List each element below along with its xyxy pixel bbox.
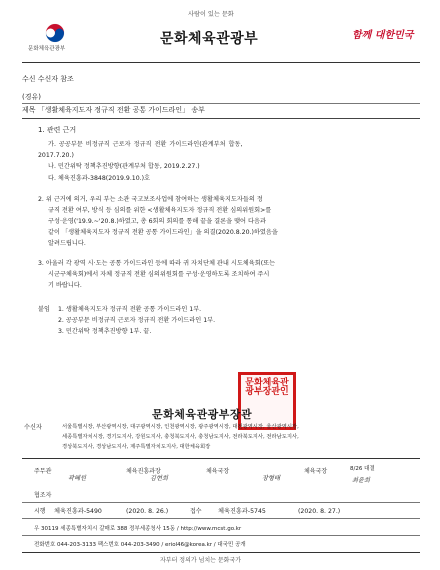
section2-line3: 구성·운영('19.9.~'20.8.)하였고, 총 6회의 회의를 통해 끝을 결론을 맺어 다음과 [48, 218, 266, 225]
address-line: 우 30119 세종특별자치시 갈매로 388 정부세종청사 15동 / http://www.mcst.go.kr [34, 526, 242, 532]
approver-name-3: 장형태 [262, 475, 280, 482]
attachment-item-1: 1. 생활체육지도자 정규직 전환 공통 가이드라인 1부. [58, 306, 202, 313]
enforcement-label: 시행 [34, 508, 46, 515]
address-bottom-line [22, 535, 420, 536]
subject-line: 제목 「생활체육지도자 정규직 전환 공통 가이드라인」 송부 [22, 106, 205, 114]
section2-line4: 같이 「생활체육지도자 정규직 전환 공통 가이드라인」을 의결(2020.8.20.)하였음을 [48, 229, 278, 236]
receipt-date: (2020. 8. 27.) [298, 508, 341, 515]
distribution-label: 수신자 [24, 424, 42, 431]
subject-top-line [22, 103, 420, 104]
attachment-item-3: 3. 민간위탁 정책추진방향 1부. 끝. [58, 328, 152, 335]
header-divider [22, 62, 420, 63]
section3-line3: 기 바랍니다. [48, 282, 82, 289]
seal-inner-text: 문화체육관광부장관인 [245, 378, 289, 398]
distribution-line3: 경상북도지사, 경상남도지사, 제주특별자치도지사, 대한체육회장 [62, 444, 211, 450]
section3-line2: 시군구체육회)에서 자체 정규직 전환 심의위원회를 구성·운영하도록 조치하여 주시 [48, 271, 270, 278]
official-seal [238, 372, 296, 430]
section1-title: 1. 관련 근거 [38, 126, 77, 134]
attachment-item-2: 2. 공공부문 비정규직 근로자 정규직 전환 가이드라인 1부. [58, 317, 216, 324]
recipient-line: 수신 수신자 참조 [22, 75, 74, 83]
brand-mark-text: 함께 대한민국 [352, 30, 414, 41]
subject-bottom-line [22, 118, 420, 119]
enforcement-value: 체육진흥과-5490 [54, 508, 102, 515]
section1-item-b: 나. 민간위탁 정책추진방향(관계부처 합동, 2019.2.27.) [48, 163, 200, 170]
approver-title-4: 체육국장 [304, 468, 328, 475]
section3-line1: 3. 아울러 각 광역 시·도는 공통 가이드라인 등에 따라 귀 자치단체 관내 시도체육회(또는 [38, 260, 276, 267]
sender-title: 문화체육관광부장관 [152, 408, 253, 421]
bottom-slogan: 자부터 정의가 넘치는 문화국가 [160, 557, 242, 564]
approver-name-1: 곽혜원 [68, 475, 86, 482]
approval-top-line [22, 458, 420, 459]
via-line: (경유) [22, 93, 41, 101]
approver-name-2: 김현희 [150, 475, 168, 482]
contact-bottom-line [22, 552, 420, 553]
receipt-label: 접수 [190, 508, 202, 515]
contact-line: 전화번호 044-203-3133 팩스번호 044-203-3490 / eriol46@korea.kr / 대국민 공개 [34, 542, 246, 548]
enforcement-date: (2020. 8. 26.) [126, 508, 169, 515]
enforcement-bottom-line [22, 518, 420, 519]
section2-line1: 2. 위 근거에 의거, 우리 부는 소관 국고보조사업에 참여하는 생활체육지도자들의 정 [38, 196, 263, 203]
brand-mark [352, 22, 412, 62]
section1-item-a: 가. 공공부문 비정규직 근로자 정규직 전환 가이드라인(관계부처 합동, [48, 141, 243, 148]
distribution-line1: 서울특별시장, 부산광역시장, 대구광역시장, 인천광역시장, 광주광역시장, 대전광역시장, 울산광역시장, [62, 424, 299, 430]
section1-item-a-cont: 2017.7.20.) [38, 152, 74, 159]
approver-title-2: 체육진흥과장 [126, 468, 161, 475]
section2-line5: 알려드립니다. [48, 240, 86, 247]
cooperation-bottom-line [22, 502, 420, 503]
receipt-value: 체육진흥과-5745 [218, 508, 266, 515]
letterhead-title: 문화체육관광부 [160, 31, 259, 47]
approver-name-4: 8/26 대결 [350, 466, 375, 472]
section2-line2: 규직 전환 여부, 방식 등 심의를 위한 <생활체육지도자 정규직 전환 심의위원회>를 [48, 207, 272, 214]
ministry-logo-text: 문화체육관광부 [28, 46, 66, 52]
section1-item-c: 다. 체육진흥과-3848(2019.9.10.)호 [48, 175, 151, 182]
approver-title-3: 체육국장 [206, 468, 230, 475]
approver-name-5: 최윤희 [352, 477, 370, 484]
distribution-line2: 세종특별자치시장, 경기도지사, 강원도지사, 충청북도지사, 충청남도지사, 전라북도지사, 전라남도지사, [62, 434, 299, 440]
ministry-emblem-icon [42, 22, 68, 44]
cooperation-label: 협조자 [34, 492, 52, 499]
approval-label: 주무관 [34, 468, 52, 475]
attachments-label: 붙임 [38, 306, 50, 313]
top-slogan: 사람이 있는 문화 [188, 11, 234, 18]
